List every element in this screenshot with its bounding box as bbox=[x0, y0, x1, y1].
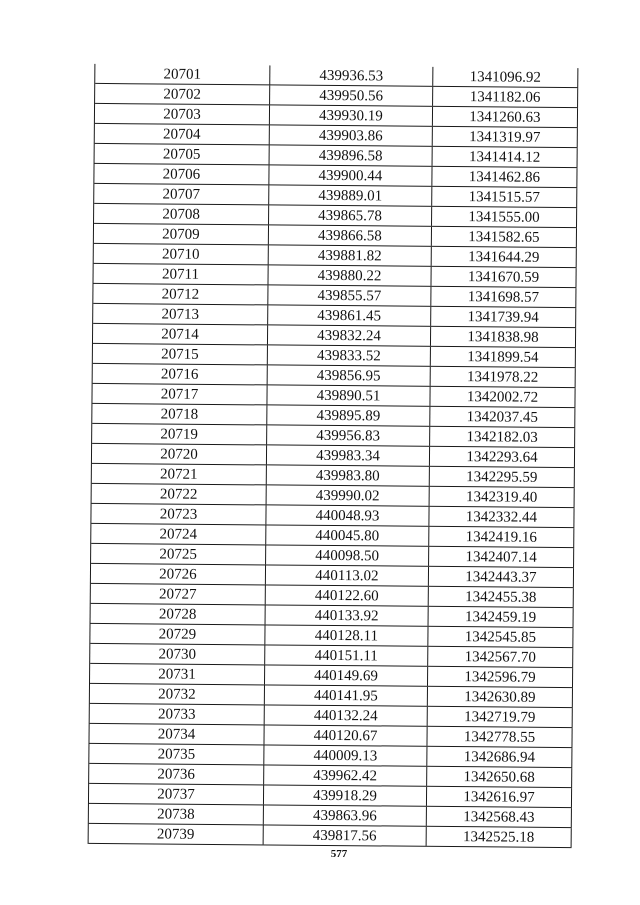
x-coordinate-cell: 440098.50 bbox=[266, 545, 429, 565]
x-coordinate-cell: 439918.29 bbox=[264, 785, 427, 805]
point-id-cell: 20718 bbox=[92, 404, 267, 425]
x-coordinate-cell: 439855.57 bbox=[268, 285, 431, 305]
point-id-cell: 20734 bbox=[89, 724, 264, 745]
x-coordinate-cell: 439817.56 bbox=[264, 825, 427, 845]
y-coordinate-cell: 1341899.54 bbox=[431, 347, 576, 367]
y-coordinate-cell: 1342650.68 bbox=[427, 767, 572, 787]
y-coordinate-cell: 1342443.37 bbox=[429, 567, 574, 587]
y-coordinate-cell: 1342002.72 bbox=[430, 387, 575, 407]
point-id-cell: 20710 bbox=[94, 244, 269, 265]
coordinate-table bbox=[88, 64, 579, 848]
y-coordinate-cell: 1341515.57 bbox=[432, 187, 577, 207]
point-id-cell: 20704 bbox=[95, 124, 270, 145]
y-coordinate-cell: 1342419.16 bbox=[429, 527, 574, 547]
y-coordinate-cell: 1342616.97 bbox=[427, 787, 572, 807]
point-id-cell: 20722 bbox=[92, 484, 267, 505]
point-id-cell: 20707 bbox=[94, 184, 269, 205]
y-coordinate-cell: 1342719.79 bbox=[428, 707, 573, 727]
x-coordinate-cell: 439833.52 bbox=[268, 345, 431, 365]
x-coordinate-cell: 439881.82 bbox=[269, 245, 432, 265]
x-coordinate-cell: 439863.96 bbox=[264, 805, 427, 825]
point-id-cell: 20702 bbox=[95, 84, 270, 105]
y-coordinate-cell: 1341978.22 bbox=[431, 367, 576, 387]
x-coordinate-cell: 439983.80 bbox=[267, 465, 430, 485]
y-coordinate-cell: 1342778.55 bbox=[427, 727, 572, 747]
x-coordinate-cell: 440141.95 bbox=[265, 685, 428, 705]
y-coordinate-cell: 1342567.70 bbox=[428, 647, 573, 667]
point-id-cell: 20725 bbox=[91, 544, 266, 565]
x-coordinate-cell: 440133.92 bbox=[266, 605, 429, 625]
x-coordinate-cell: 439900.44 bbox=[269, 165, 432, 185]
y-coordinate-cell: 1341739.94 bbox=[431, 307, 576, 327]
x-coordinate-cell: 440045.80 bbox=[266, 525, 429, 545]
x-coordinate-cell: 440113.02 bbox=[266, 565, 429, 585]
y-coordinate-cell: 1342295.59 bbox=[430, 467, 575, 487]
x-coordinate-cell: 439889.01 bbox=[269, 185, 432, 205]
table-row bbox=[89, 824, 572, 848]
point-id-cell: 20717 bbox=[92, 384, 267, 405]
point-id-cell: 20711 bbox=[94, 264, 269, 285]
y-coordinate-cell: 1342037.45 bbox=[430, 407, 575, 427]
point-id-cell: 20739 bbox=[89, 824, 264, 845]
y-coordinate-cell: 1341260.63 bbox=[433, 107, 578, 127]
y-coordinate-cell: 1341698.57 bbox=[431, 287, 576, 307]
point-id-cell: 20720 bbox=[92, 444, 267, 465]
point-id-cell: 20701 bbox=[95, 64, 270, 85]
x-coordinate-cell: 439866.58 bbox=[269, 225, 432, 245]
y-coordinate-cell: 1341414.12 bbox=[433, 147, 578, 167]
x-coordinate-cell: 439903.86 bbox=[270, 125, 433, 145]
y-coordinate-cell: 1342332.44 bbox=[429, 507, 574, 527]
point-id-cell: 20733 bbox=[90, 704, 265, 725]
point-id-cell: 20729 bbox=[90, 624, 265, 645]
point-id-cell: 20706 bbox=[94, 164, 269, 185]
y-coordinate-cell: 1342568.43 bbox=[427, 807, 572, 827]
x-coordinate-cell: 440128.11 bbox=[265, 625, 428, 645]
y-coordinate-cell: 1341462.86 bbox=[432, 167, 577, 187]
point-id-cell: 20738 bbox=[89, 804, 264, 825]
x-coordinate-cell: 440009.13 bbox=[264, 745, 427, 765]
x-coordinate-cell: 439856.95 bbox=[268, 365, 431, 385]
x-coordinate-cell: 439962.42 bbox=[264, 765, 427, 785]
y-coordinate-cell: 1342319.40 bbox=[430, 487, 575, 507]
x-coordinate-cell: 439832.24 bbox=[268, 325, 431, 345]
y-coordinate-cell: 1342596.79 bbox=[428, 667, 573, 687]
point-id-cell: 20737 bbox=[89, 784, 264, 805]
x-coordinate-cell: 439880.22 bbox=[268, 265, 431, 285]
y-coordinate-cell: 1342545.85 bbox=[428, 627, 573, 647]
point-id-cell: 20708 bbox=[94, 204, 269, 225]
x-coordinate-cell: 439865.78 bbox=[269, 205, 432, 225]
y-coordinate-cell: 1341096.92 bbox=[433, 67, 578, 87]
point-id-cell: 20732 bbox=[90, 684, 265, 705]
point-id-cell: 20716 bbox=[93, 364, 268, 385]
y-coordinate-cell: 1342630.89 bbox=[428, 687, 573, 707]
point-id-cell: 20727 bbox=[91, 584, 266, 605]
x-coordinate-cell: 439895.89 bbox=[267, 405, 430, 425]
page-number: 577 bbox=[330, 848, 348, 860]
point-id-cell: 20705 bbox=[95, 144, 270, 165]
x-coordinate-cell: 440120.67 bbox=[264, 725, 427, 745]
y-coordinate-cell: 1342455.38 bbox=[429, 587, 574, 607]
point-id-cell: 20712 bbox=[93, 284, 268, 305]
point-id-cell: 20709 bbox=[94, 224, 269, 245]
x-coordinate-cell: 439950.56 bbox=[270, 85, 433, 105]
x-coordinate-cell: 439956.83 bbox=[267, 425, 430, 445]
point-id-cell: 20714 bbox=[93, 324, 268, 345]
y-coordinate-cell: 1341182.06 bbox=[433, 87, 578, 107]
y-coordinate-cell: 1342293.64 bbox=[430, 447, 575, 467]
y-coordinate-cell: 1341644.29 bbox=[432, 247, 577, 267]
y-coordinate-cell: 1341582.65 bbox=[432, 227, 577, 247]
x-coordinate-cell: 440132.24 bbox=[265, 705, 428, 725]
x-coordinate-cell: 440149.69 bbox=[265, 665, 428, 685]
point-id-cell: 20736 bbox=[89, 764, 264, 785]
y-coordinate-cell: 1341555.00 bbox=[432, 207, 577, 227]
point-id-cell: 20731 bbox=[90, 664, 265, 685]
point-id-cell: 20713 bbox=[93, 304, 268, 325]
point-id-cell: 20728 bbox=[91, 604, 266, 625]
x-coordinate-cell: 439890.51 bbox=[267, 385, 430, 405]
x-coordinate-cell: 439990.02 bbox=[267, 485, 430, 505]
point-id-cell: 20715 bbox=[93, 344, 268, 365]
x-coordinate-cell: 439930.19 bbox=[270, 105, 433, 125]
point-id-cell: 20735 bbox=[89, 744, 264, 765]
y-coordinate-cell: 1342525.18 bbox=[427, 827, 572, 847]
point-id-cell: 20723 bbox=[91, 504, 266, 525]
x-coordinate-cell: 439936.53 bbox=[270, 65, 433, 85]
point-id-cell: 20730 bbox=[90, 644, 265, 665]
point-id-cell: 20703 bbox=[95, 104, 270, 125]
point-id-cell: 20721 bbox=[92, 464, 267, 485]
y-coordinate-cell: 1342686.94 bbox=[427, 747, 572, 767]
x-coordinate-cell: 439896.58 bbox=[270, 145, 433, 165]
x-coordinate-cell: 440151.11 bbox=[265, 645, 428, 665]
x-coordinate-cell: 439861.45 bbox=[268, 305, 431, 325]
x-coordinate-cell: 440048.93 bbox=[266, 505, 429, 525]
y-coordinate-cell: 1341838.98 bbox=[431, 327, 576, 347]
x-coordinate-cell: 439983.34 bbox=[267, 445, 430, 465]
y-coordinate-cell: 1342407.14 bbox=[429, 547, 574, 567]
y-coordinate-cell: 1342459.19 bbox=[429, 607, 574, 627]
y-coordinate-cell: 1342182.03 bbox=[430, 427, 575, 447]
point-id-cell: 20719 bbox=[92, 424, 267, 445]
x-coordinate-cell: 440122.60 bbox=[266, 585, 429, 605]
point-id-cell: 20726 bbox=[91, 564, 266, 585]
y-coordinate-cell: 1341670.59 bbox=[431, 267, 576, 287]
point-id-cell: 20724 bbox=[91, 524, 266, 545]
y-coordinate-cell: 1341319.97 bbox=[433, 127, 578, 147]
